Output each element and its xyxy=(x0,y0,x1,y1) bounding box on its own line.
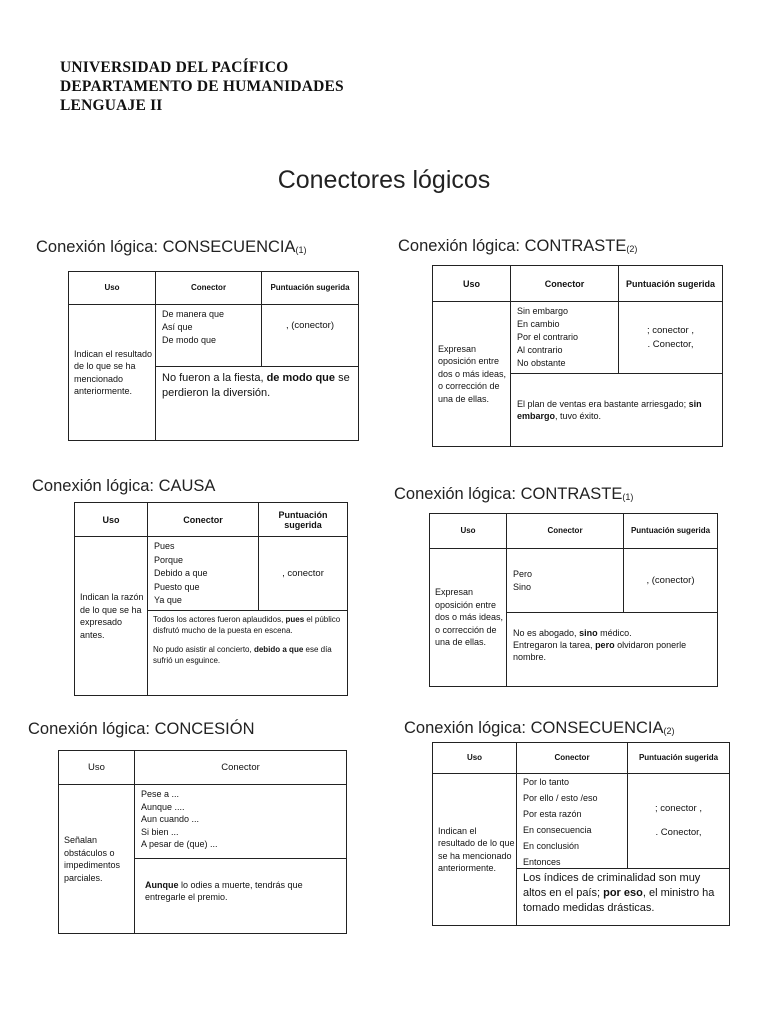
example-2: Entregaron la tarea, pero olvidaron ponerle nombre. xyxy=(513,640,687,662)
connector-item: En conclusión xyxy=(523,841,580,851)
example: El plan de ventas era bastante arriesgado; sin embargo, tuvo éxito. xyxy=(510,373,722,446)
table-concesion xyxy=(58,750,347,934)
connector-item: Al contrario xyxy=(517,345,563,355)
punctuation-item: . Conector, xyxy=(647,338,694,350)
example-connector: Aunque xyxy=(145,880,179,890)
connector-item: Por el contrario xyxy=(517,332,579,342)
punctuation-item: . Conector, xyxy=(655,827,702,838)
punctuation-item: ; conector , xyxy=(655,803,702,814)
table-consecuencia-1 xyxy=(68,271,359,441)
header-conector: Conector xyxy=(155,272,261,304)
example: Los índices de criminalidad son muy altos en el país; por eso, el ministro ha tomado medidas drásticas. xyxy=(516,868,729,925)
connector-item: Debido a que xyxy=(154,568,208,578)
example-connector: sino xyxy=(579,628,598,638)
connector-list xyxy=(506,548,623,612)
header-uso: Uso xyxy=(466,753,483,762)
connector-item: Por esta razón xyxy=(523,809,582,819)
header-puntuacion: Puntuación sugerida xyxy=(258,503,347,536)
header-puntuacion: Puntuación sugerida xyxy=(618,266,722,301)
header-uso: Uso xyxy=(102,514,120,525)
connector-item: De modo que xyxy=(162,335,217,345)
punctuation-item: , conector xyxy=(282,567,324,579)
punctuation-item: ; conector , xyxy=(647,324,694,336)
connector-item: Sino xyxy=(513,581,532,592)
connector-item: Pese a ... xyxy=(141,789,180,799)
punctuation xyxy=(623,548,717,612)
connector-item: En cambio xyxy=(517,319,560,329)
header-conector: Conector xyxy=(506,514,623,548)
header-conector: Conector xyxy=(510,266,618,301)
uso-description: Expresan oposición entre dos o más ideas, o corrección de una de ellas. xyxy=(430,548,506,686)
table-consecuencia-2 xyxy=(432,742,730,926)
connector-item: Pues xyxy=(154,541,175,551)
connector-item: No obstante xyxy=(517,358,566,368)
section-title-causa: Conexión lógica: CAUSA xyxy=(32,477,216,495)
university-name: UNIVERSIDAD DEL PACÍFICO xyxy=(60,59,289,76)
connector-item: En consecuencia xyxy=(523,825,592,835)
punctuation xyxy=(258,536,347,610)
connector-item: Así que xyxy=(162,322,193,332)
punctuation-item: , (conector) xyxy=(646,574,695,586)
punctuation xyxy=(261,304,358,366)
example-1: No es abogado, sino médico. xyxy=(513,628,632,638)
section-title-consecuencia-2: Conexión lógica: $CONSECUENCIA_{(2)}$ xyxy=(404,719,675,737)
example-connector: por eso xyxy=(603,887,643,899)
section-title-contraste-2: Conexión lógica: $CONTRASTE_{(2)}$ xyxy=(398,237,638,255)
header-conector: Conector xyxy=(516,743,627,773)
connector-item: A pesar de (que) ... xyxy=(141,839,218,849)
uso-description: Indican el resultado de lo que se ha mencionado anteriormente. xyxy=(433,773,516,925)
header-uso: Uso xyxy=(460,526,476,535)
example-connector: pues xyxy=(285,615,305,624)
section-title-concesion: Conexión lógica: CONCESIÓN xyxy=(28,720,255,738)
connector-list xyxy=(516,773,627,868)
example: No fueron a la fiesta, de modo que se perdieron la diversión. xyxy=(155,366,358,440)
page-title: Conectores lógicos xyxy=(277,166,491,194)
connector-item: Aun cuando ... xyxy=(141,814,200,824)
connector-item: Entonces xyxy=(523,857,561,867)
punctuation-item: , (conector) xyxy=(285,320,335,331)
header-conector: Conector xyxy=(134,751,346,784)
header-puntuacion: Puntuación sugerida xyxy=(627,743,729,773)
uso-description: Expresan oposición entre dos o más ideas, o corrección de una de ellas. xyxy=(433,301,510,446)
example-connector: sin embargo xyxy=(517,399,702,421)
header-uso: Uso xyxy=(88,761,105,773)
connector-item: De manera que xyxy=(162,309,225,319)
example: Aunque lo odies a muerte, tendrás que entregarle el premio. xyxy=(134,858,346,933)
example-2: No pudo asistir al concierto, debido a que ese día sufrió un esguince. xyxy=(153,645,332,665)
example-connector: pero xyxy=(595,640,615,650)
connector-list xyxy=(155,304,261,366)
table-contraste-1 xyxy=(429,513,718,687)
section-title-contraste-1: Conexión lógica: $CONTRASTE_{(1)}$ xyxy=(394,485,634,503)
section-title-consecuencia-1: Conexión lógica: $CONSECUENCIA_{(1)}$ xyxy=(36,238,307,256)
table-contraste-2 xyxy=(432,265,723,447)
course-name: LENGUAJE II xyxy=(60,97,163,114)
table-causa xyxy=(74,502,348,696)
connector-list xyxy=(134,784,346,858)
uso-description: Indican el resultado de lo que se ha mencionado anteriormente. xyxy=(69,304,155,440)
example-connector: debido a que xyxy=(253,645,304,654)
connector-item: Porque xyxy=(154,554,184,565)
connector-list xyxy=(147,536,258,610)
header-puntuacion: Puntuación sugerida xyxy=(261,272,358,304)
header-conector: Conector xyxy=(147,503,258,536)
example xyxy=(147,610,347,695)
uso-description: Indican la razón de lo que se ha expresado antes. xyxy=(75,536,147,695)
example xyxy=(506,612,717,686)
connector-item: Puesto que xyxy=(154,581,200,592)
example-1: Todos los actores fueron aplaudidos, pues el público disfrutó mucho de la puesta en escena. xyxy=(153,615,341,635)
connector-item: Ya que xyxy=(154,595,182,605)
connector-item: Sin embargo xyxy=(517,306,569,316)
connector-item: Por ello / esto /eso xyxy=(523,793,598,803)
connector-list xyxy=(510,301,618,373)
connector-item: Pero xyxy=(513,568,533,579)
punctuation xyxy=(618,301,722,373)
header-puntuacion: Puntuación sugerida xyxy=(623,514,717,548)
header-uso: Uso xyxy=(462,278,480,289)
punctuation xyxy=(627,773,729,868)
connector-item: Si bien ... xyxy=(141,826,179,837)
example-connector: de modo que xyxy=(266,372,336,384)
connector-item: Por lo tanto xyxy=(523,777,570,787)
connector-item: Aunque .... xyxy=(141,801,185,812)
document-header xyxy=(60,58,344,115)
uso-description: Señalan obstáculos o impedimentos parciales. xyxy=(59,784,134,933)
department-name: DEPARTAMENTO DE HUMANIDADES xyxy=(60,78,344,95)
header-uso: Uso xyxy=(104,283,120,292)
